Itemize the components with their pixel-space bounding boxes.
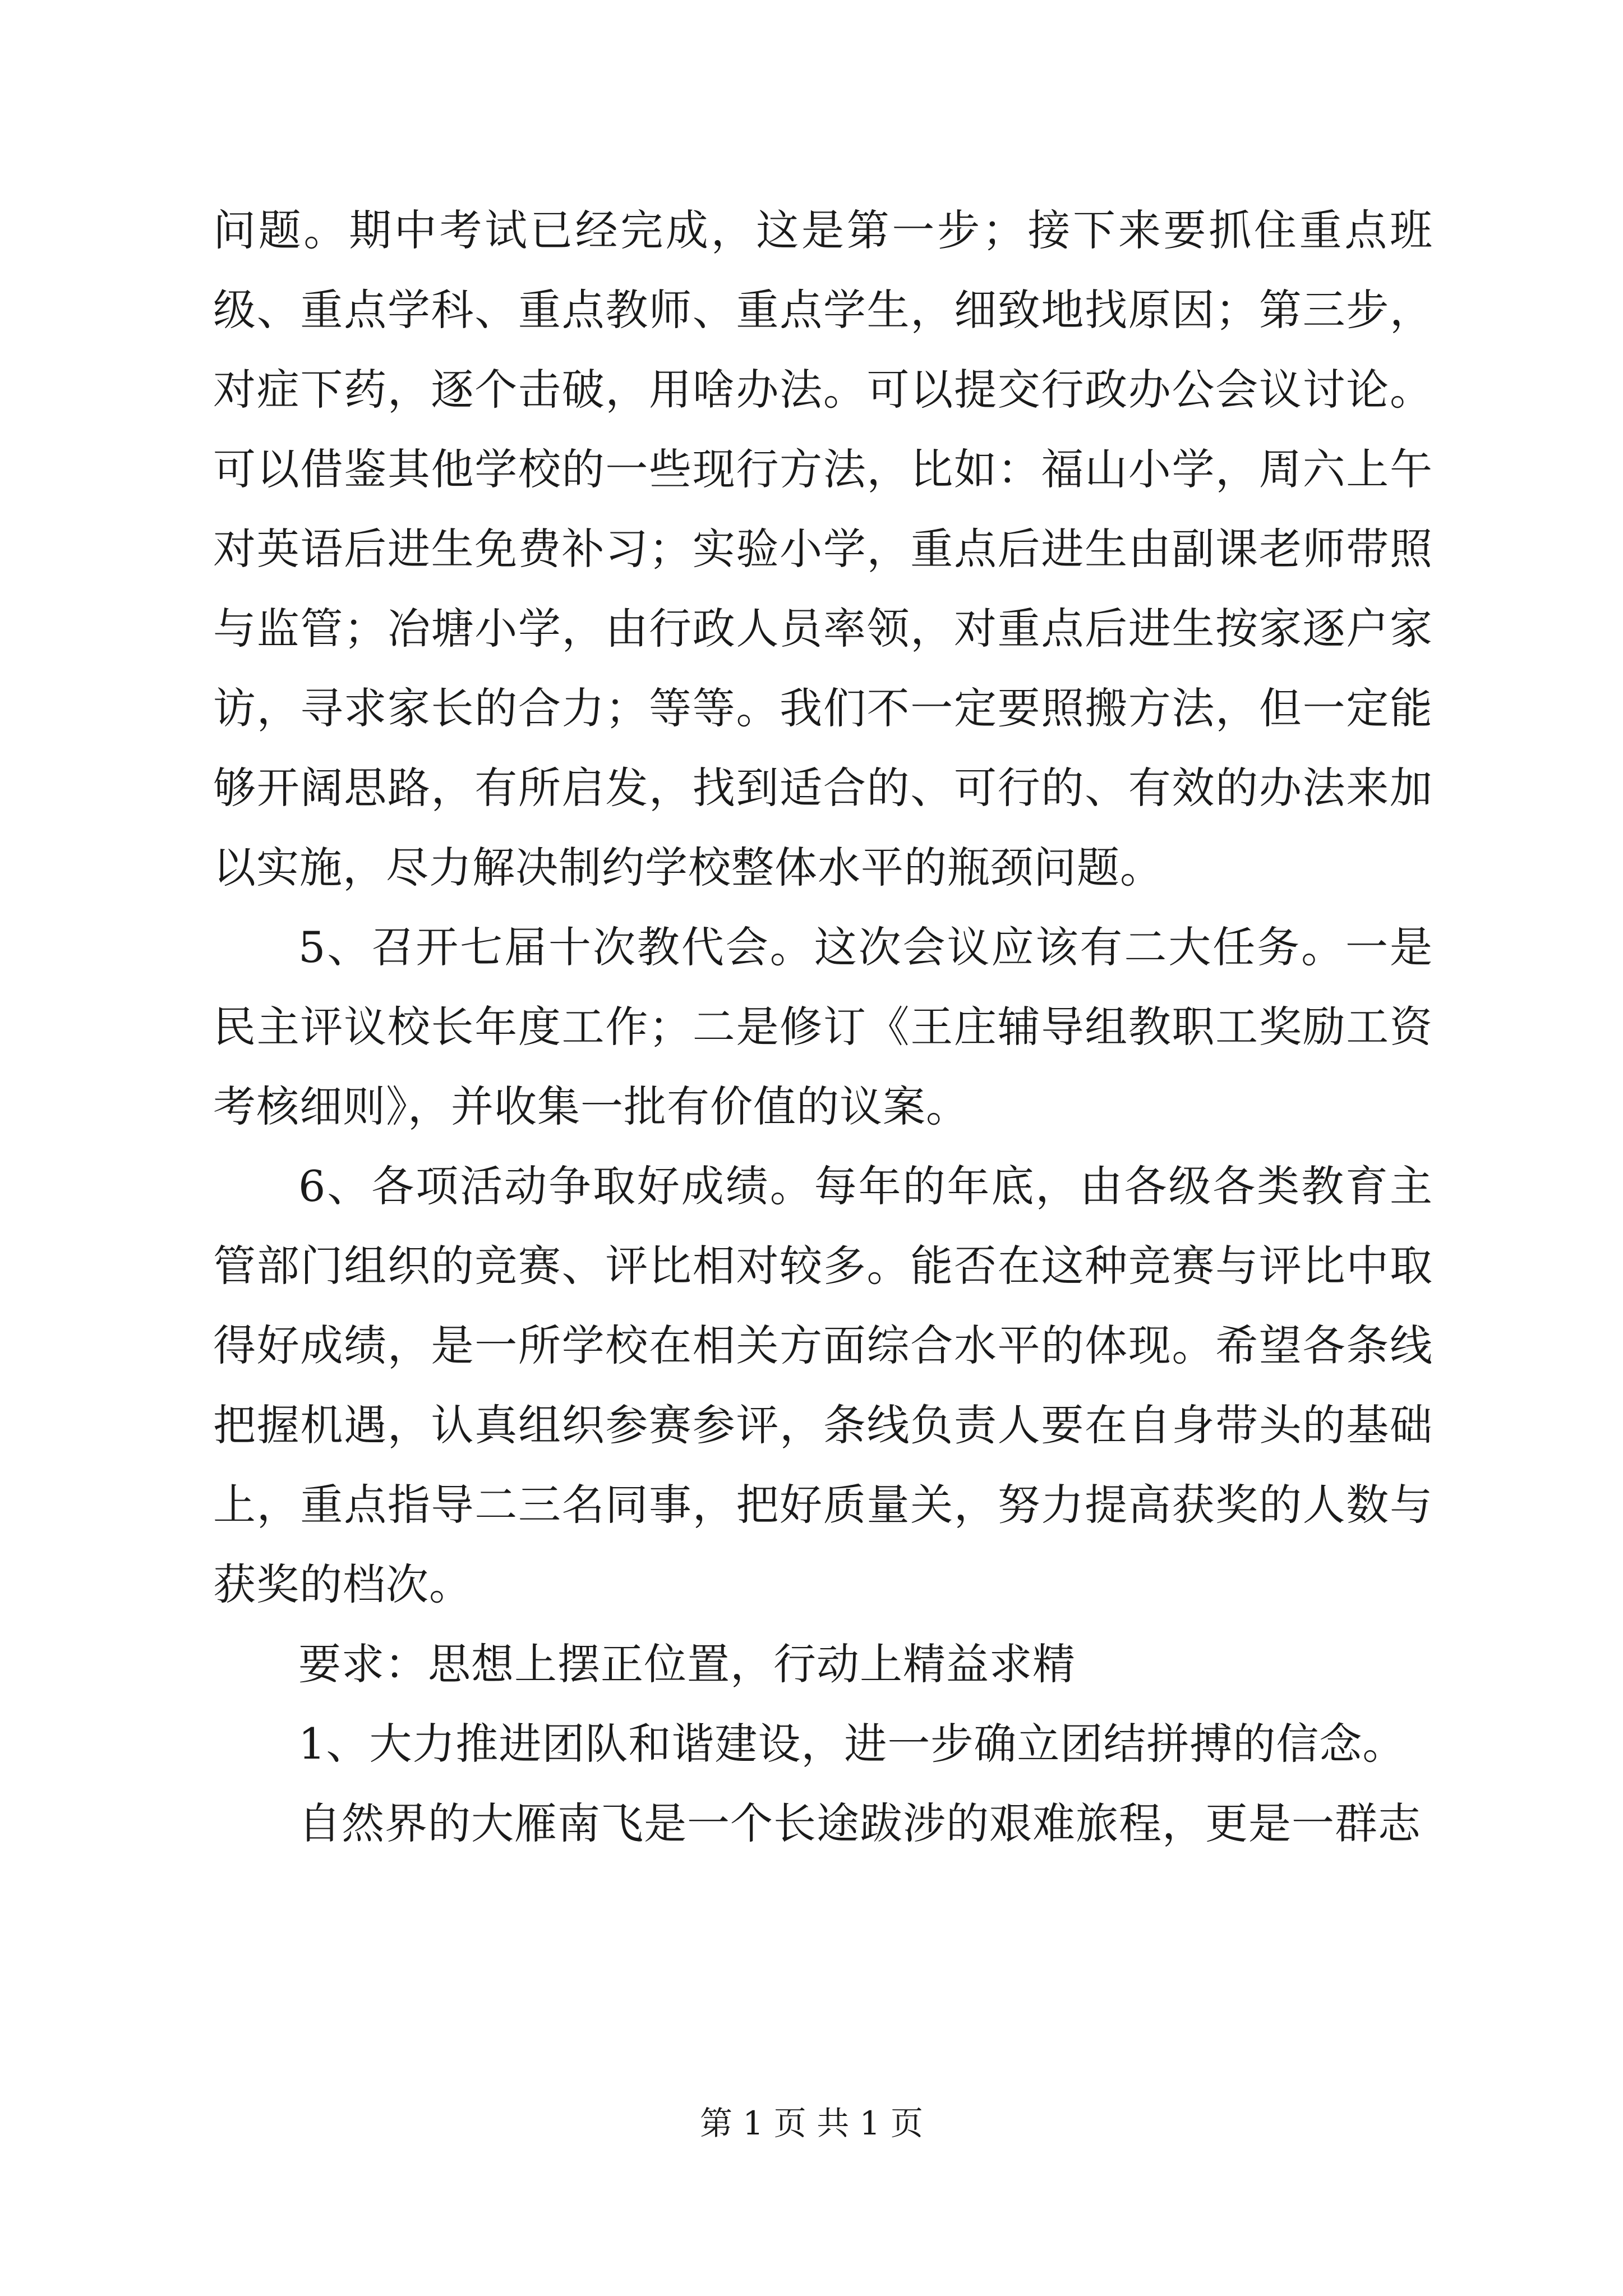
page-footer: 第 1 页 共 1 页 bbox=[700, 2104, 923, 2142]
paragraph-requirement-1: 1、大力推进团队和谐建设，进一步确立团结拼搏的信念。 bbox=[298, 1719, 1406, 1769]
paragraph-requirements-heading: 要求：思想上摆正位置，行动上精益求精 bbox=[298, 1639, 1076, 1689]
document-body bbox=[213, 191, 1433, 1864]
paragraph-item-5: 5、召开七届十次教代会。这次会议应该有二大任务。一是民主评议校长年度工作；二是修订《王庄辅导组教职工奖励工资考核细则》，并收集一批有价值的议案。 bbox=[213, 922, 1433, 1131]
paragraph-item-6: 6、各项活动争取好成绩。每年的年底，由各级各类教育主管部门组织的竞赛、评比相对较多。能否在这种竞赛与评比中取得好成绩，是一所学校在相关方面综合水平的体现。希望各条线把握机遇，认真组织参赛参评，条线负责人要在自身带头的基础上，重点指导二三名同事，把好质量关，努力提高获奖的人数与获奖的档次。 bbox=[213, 1161, 1433, 1609]
paragraph-geese-analogy: 自然界的大雁南飞是一个长途跋涉的艰难旅程，更是一群志 bbox=[298, 1798, 1421, 1848]
paragraph-continuation: 问题。期中考试已经完成，这是第一步；接下来要抓住重点班级、重点学科、重点教师、重点学生，细致地找原因；第三步，对症下药，逐个击破，用啥办法。可以提交行政办公会议讨论。可以借鉴其他学校的一些现行方法，比如：福山小学，周六上午对英语后进生免费补习；实验小学，重点后进生由副课老师带照与监管；冶塘小学，由行政人员率领，对重点后进生按家逐户家访，寻求家长的合力；等等。我们不一定要照搬方法，但一定能够开阔思路，有所启发，找到适合的、可行的、有效的办法来加以实施，尽力解决制约学校整体水平的瓶颈问题。 bbox=[213, 205, 1433, 892]
